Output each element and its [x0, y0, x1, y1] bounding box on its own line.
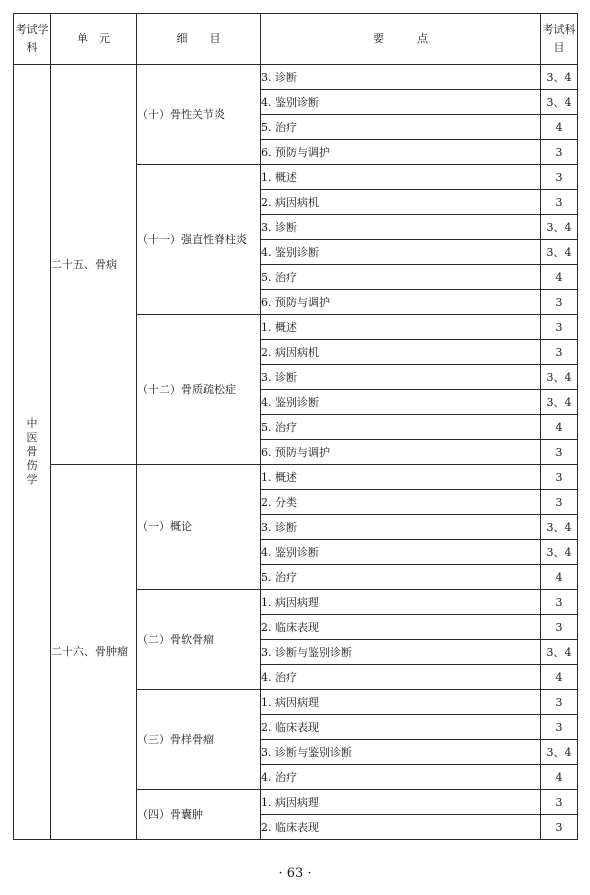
point-cell: 3. 诊断 — [261, 215, 541, 240]
unit-cell: 二十五、骨病 — [51, 65, 137, 465]
point-cell: 5. 治疗 — [261, 565, 541, 590]
point-cell: 2. 临床表现 — [261, 615, 541, 640]
level-cell: 3、4 — [541, 65, 578, 90]
level-cell: 3 — [541, 615, 578, 640]
unit-cell: 二十六、骨肿瘤 — [51, 465, 137, 840]
level-cell: 4 — [541, 265, 578, 290]
point-cell: 3. 诊断与鉴别诊断 — [261, 740, 541, 765]
point-cell: 2. 病因病机 — [261, 190, 541, 215]
header-level: 考试科目 — [541, 14, 578, 65]
point-cell: 3. 诊断 — [261, 515, 541, 540]
level-cell: 3 — [541, 190, 578, 215]
point-cell: 4. 治疗 — [261, 665, 541, 690]
table-row — [14, 65, 578, 90]
detail-cell: （十二）骨质疏松症 — [137, 315, 261, 465]
point-cell: 6. 预防与调护 — [261, 140, 541, 165]
point-cell: 1. 病因病理 — [261, 690, 541, 715]
syllabus-body — [14, 65, 578, 840]
detail-cell: （二）骨软骨瘤 — [137, 590, 261, 690]
level-cell: 3 — [541, 290, 578, 315]
level-cell: 4 — [541, 115, 578, 140]
level-cell: 3 — [541, 440, 578, 465]
header-detail: 细 目 — [137, 14, 261, 65]
point-cell: 5. 治疗 — [261, 115, 541, 140]
level-cell: 3 — [541, 590, 578, 615]
detail-cell: （四）骨囊肿 — [137, 790, 261, 840]
level-cell: 3 — [541, 465, 578, 490]
header-row — [14, 14, 578, 65]
header-point: 要 点 — [261, 14, 541, 65]
point-cell: 5. 治疗 — [261, 415, 541, 440]
point-cell: 6. 预防与调护 — [261, 290, 541, 315]
point-cell: 6. 预防与调护 — [261, 440, 541, 465]
detail-cell: （十一）强直性脊柱炎 — [137, 165, 261, 315]
detail-cell: （三）骨样骨瘤 — [137, 690, 261, 790]
point-cell: 1. 概述 — [261, 315, 541, 340]
point-cell: 3. 诊断与鉴别诊断 — [261, 640, 541, 665]
point-cell: 3. 诊断 — [261, 365, 541, 390]
point-cell: 2. 临床表现 — [261, 815, 541, 840]
level-cell: 4 — [541, 415, 578, 440]
point-cell: 4. 鉴别诊断 — [261, 90, 541, 115]
level-cell: 3 — [541, 815, 578, 840]
point-cell: 1. 病因病理 — [261, 590, 541, 615]
level-cell: 3 — [541, 690, 578, 715]
detail-cell: （一）概论 — [137, 465, 261, 590]
level-cell: 3、4 — [541, 640, 578, 665]
syllabus-table — [13, 13, 578, 840]
point-cell: 5. 治疗 — [261, 265, 541, 290]
level-cell: 4 — [541, 765, 578, 790]
point-cell: 4. 鉴别诊断 — [261, 390, 541, 415]
header-subject: 考试学科 — [14, 14, 51, 65]
point-cell: 4. 鉴别诊断 — [261, 240, 541, 265]
level-cell: 3、4 — [541, 240, 578, 265]
level-cell: 3、4 — [541, 540, 578, 565]
point-cell: 2. 分类 — [261, 490, 541, 515]
level-cell: 3 — [541, 790, 578, 815]
level-cell: 3 — [541, 715, 578, 740]
level-cell: 3 — [541, 315, 578, 340]
point-cell: 3. 诊断 — [261, 65, 541, 90]
level-cell: 3、4 — [541, 515, 578, 540]
detail-cell: （十）骨性关节炎 — [137, 65, 261, 165]
page-number: · 63 · — [278, 866, 312, 881]
level-cell: 3、4 — [541, 365, 578, 390]
subject-cell — [14, 65, 51, 840]
level-cell: 3 — [541, 490, 578, 515]
table-row — [14, 465, 578, 490]
header-unit: 单 元 — [51, 14, 137, 65]
point-cell: 1. 病因病理 — [261, 790, 541, 815]
level-cell: 4 — [541, 565, 578, 590]
level-cell: 3 — [541, 165, 578, 190]
point-cell: 4. 治疗 — [261, 765, 541, 790]
point-cell: 4. 鉴别诊断 — [261, 540, 541, 565]
point-cell: 2. 临床表现 — [261, 715, 541, 740]
level-cell: 3、4 — [541, 740, 578, 765]
level-cell: 3、4 — [541, 90, 578, 115]
level-cell: 3 — [541, 140, 578, 165]
point-cell: 2. 病因病机 — [261, 340, 541, 365]
level-cell: 3、4 — [541, 390, 578, 415]
level-cell: 3、4 — [541, 215, 578, 240]
point-cell: 1. 概述 — [261, 465, 541, 490]
subject-label: 中医骨伤学 — [26, 417, 38, 486]
level-cell: 3 — [541, 340, 578, 365]
level-cell: 4 — [541, 665, 578, 690]
point-cell: 1. 概述 — [261, 165, 541, 190]
